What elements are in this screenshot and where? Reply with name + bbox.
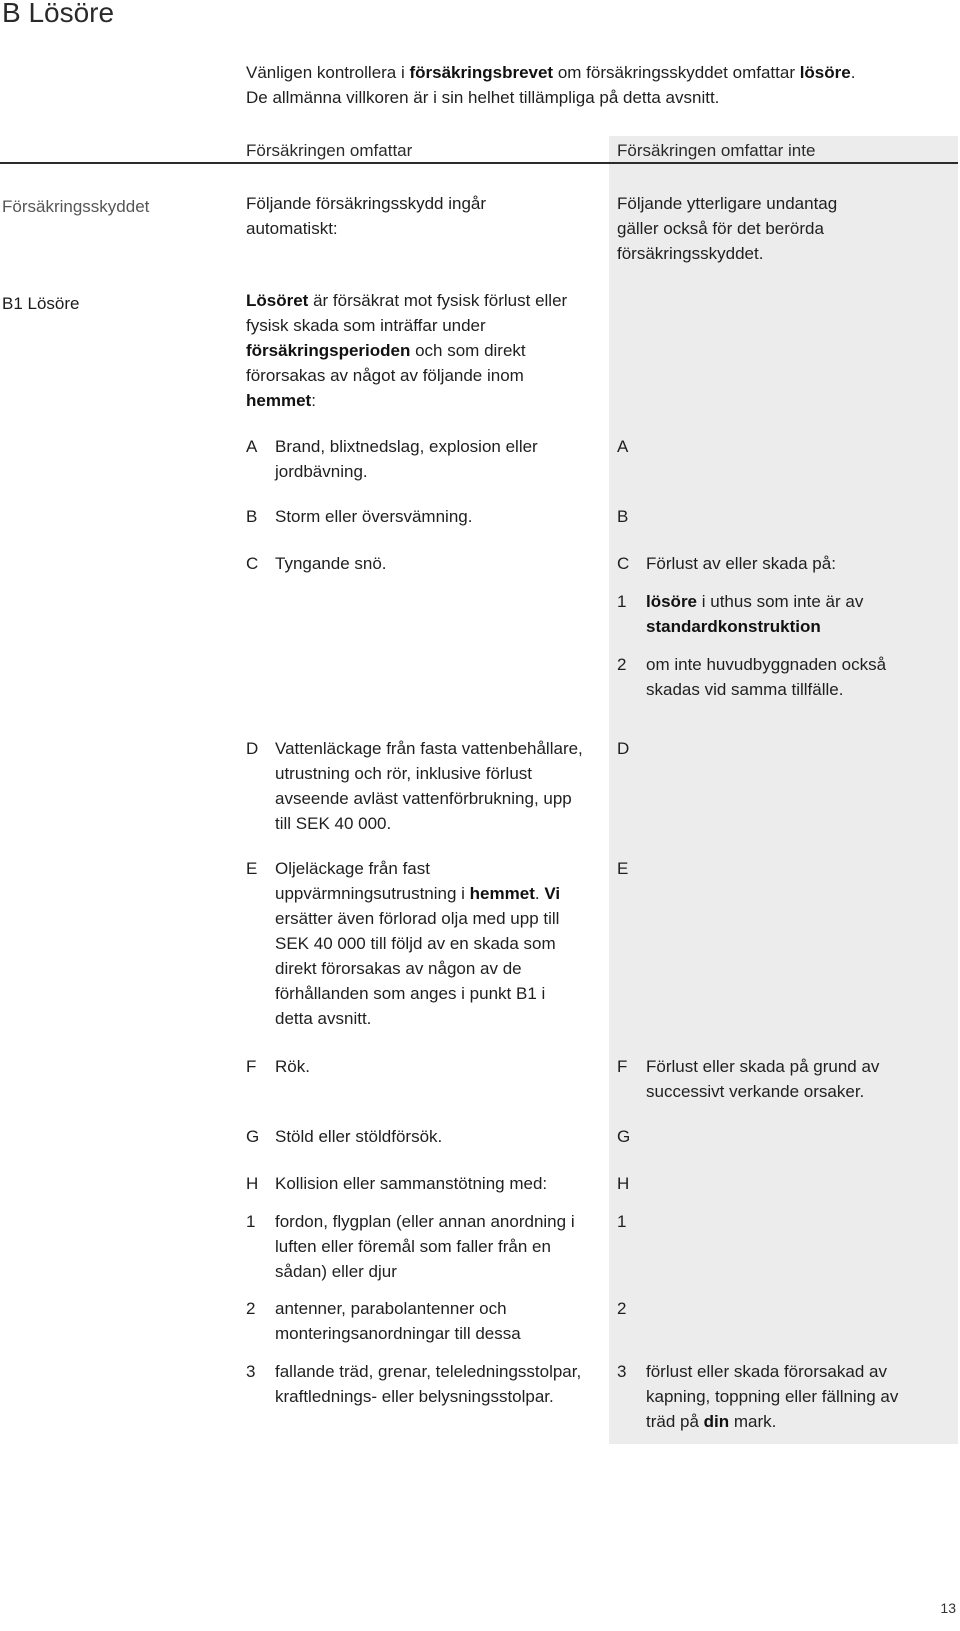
covered-item-f: F Rök. — [246, 1057, 310, 1076]
row-label-b1-losore: B1 Lösöre — [2, 294, 80, 313]
exclusions-intro: Följande ytterligare undantag gäller också för det berörda försäkringsskyddet. — [617, 194, 838, 263]
covered-item-e: E Oljeläckage från fast uppvärmningsutrustning i hemmet. Vi ersätter även förlorad olja med upp till SEK 40 000 till följd av en skada som direkt förorsakas av någon av de förhållanden som anges i punkt B1 i detta avsnitt. — [246, 859, 561, 1028]
exclusion-item-c1: 1 lösöre i uthus som inte är av standardkonstruktion — [617, 592, 864, 636]
exclusion-item-b: B — [617, 507, 629, 526]
intro-text: Vänligen kontrollera i försäkringsbrevet om försäkringsskyddet omfattar lösöre. De allmänna villkoren är i sin helhet tillämpliga på detta avsnitt. — [246, 63, 856, 107]
exclusion-item-c: C Förlust av eller skada på: — [617, 554, 836, 573]
not-covered-header: Försäkringen omfattar inte — [617, 141, 816, 160]
exclusion-item-e: E — [617, 859, 629, 878]
exclusion-item-f: F Förlust eller skada på grund av successivt verkande orsaker. — [617, 1057, 880, 1101]
header-divider — [0, 162, 958, 164]
covered-intro: Följande försäkringsskydd ingår automatiskt: — [246, 194, 487, 238]
row-label-forsakringsskyddet: Försäkringsskyddet — [2, 197, 150, 216]
covered-item-b: B Storm eller översvämning. — [246, 507, 473, 526]
covered-item-d: D Vattenläckage från fasta vattenbehållare, utrustning och rör, inklusive förlust avseende avläst vattenförbrukning, upp till SEK 40 000. — [246, 739, 583, 833]
covered-item-h1: 1 fordon, flygplan (eller annan anordning i luften eller föremål som faller från en sådan) eller djur — [246, 1212, 575, 1281]
exclusion-item-d: D — [617, 739, 630, 758]
exclusion-item-h: H — [617, 1174, 630, 1193]
exclusion-item-h3: 3 förlust eller skada förorsakad av kapning, toppning eller fällning av träd på din mark. — [617, 1362, 899, 1431]
exclusion-item-h1: 1 — [617, 1212, 627, 1231]
covered-item-h: H Kollision eller sammanstötning med: — [246, 1174, 548, 1193]
section-title: B Lösöre — [2, 0, 115, 28]
exclusions-column-background — [609, 136, 958, 1444]
covered-header: Försäkringen omfattar — [246, 141, 413, 160]
b1-description: Lösöret är försäkrat mot fysisk förlust eller fysisk skada som inträffar under försäkringsperioden och som direkt förorsakas av något av följande inom hemmet: — [246, 291, 568, 410]
exclusion-item-g: G — [617, 1127, 631, 1146]
exclusion-item-h2: 2 — [617, 1299, 627, 1318]
covered-item-h3: 3 fallande träd, grenar, teleledningsstolpar, kraftlednings- eller belysningsstolpar. — [246, 1362, 582, 1406]
covered-item-c: C Tyngande snö. — [246, 554, 387, 573]
covered-item-h2: 2 antenner, parabolantenner och monteringsanordningar till dessa — [246, 1299, 521, 1343]
covered-item-a: A Brand, blixtnedslag, explosion eller jordbävning. — [246, 437, 538, 481]
page-number: 13 — [940, 1600, 956, 1616]
exclusion-item-c2: 2 om inte huvudbyggnaden också skadas vid samma tillfälle. — [617, 655, 887, 699]
covered-item-g: G Stöld eller stöldförsök. — [246, 1127, 443, 1146]
exclusion-item-a: A — [617, 437, 629, 456]
